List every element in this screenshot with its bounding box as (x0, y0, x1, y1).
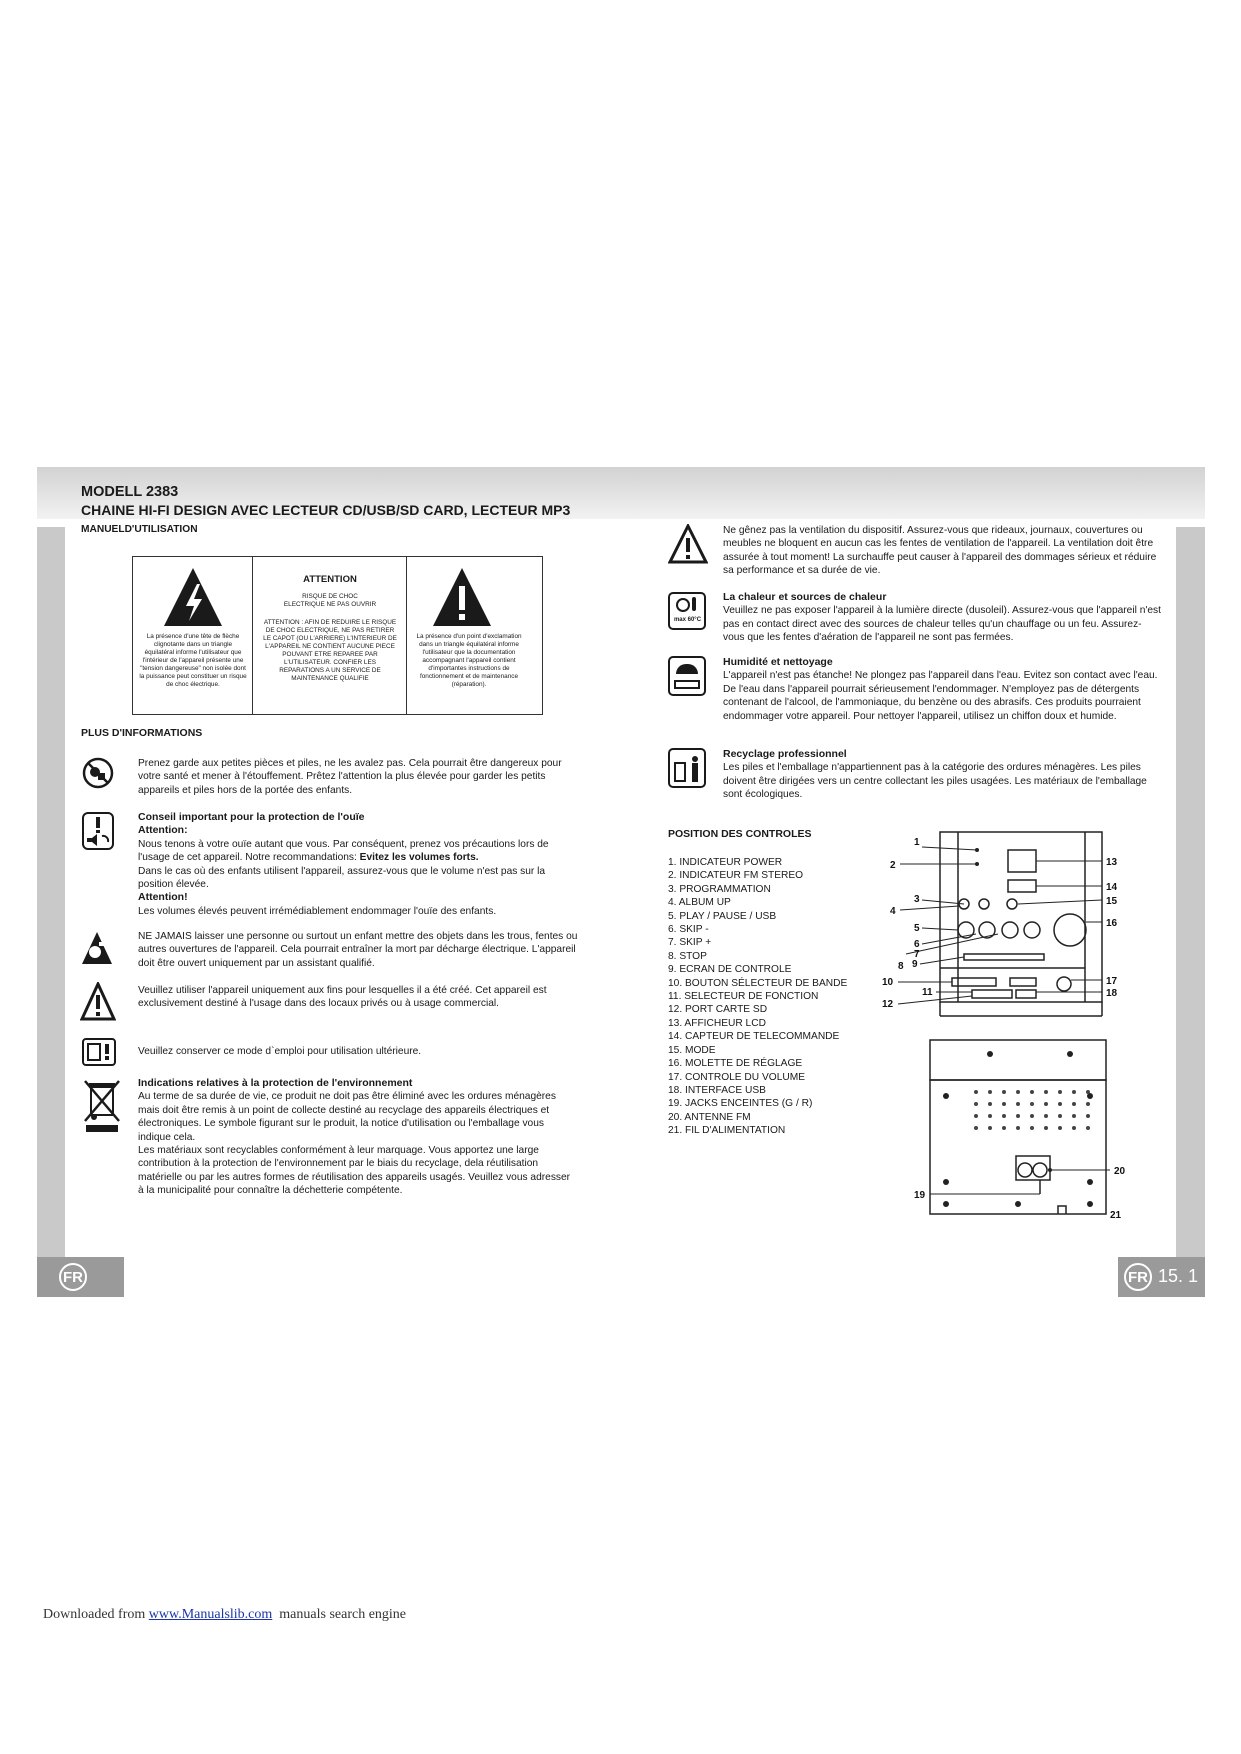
control-item: 5. PLAY / PAUSE / USB (668, 910, 777, 922)
grille-dot (1058, 1126, 1062, 1130)
download-prefix: Downloaded from (43, 1607, 149, 1622)
footer-bar-right (1118, 1257, 1205, 1297)
grille-dot (1086, 1102, 1090, 1106)
hearing-p2: Dans le cas où des enfants utilisent l'appareil, assurez-vous que le volume n'est pas sur la position élevée. (138, 865, 546, 891)
grille-dot (1016, 1114, 1020, 1118)
download-suffix: manuals search engine (272, 1607, 407, 1622)
risk-text: RISQUE DE CHOC ELECTRIQUE NE PAS OUVRIR (283, 593, 377, 608)
hearing-attention: Attention: (138, 824, 188, 837)
bin-icon (674, 762, 686, 782)
control-item: 19. JACKS ENCEINTES (G / R) (668, 1098, 813, 1110)
warning-left-cell (133, 557, 253, 714)
recycling-text: Les piles et l'emballage n'appartiennent pas à la catégorie des ordures ménagères. Les piles doivent être dirigées vers un centre collectant les piles usagées. Les matériaux de l'emballage sont écologiques. (723, 762, 1147, 801)
heat-section (723, 591, 1163, 645)
grille-dot (1044, 1102, 1048, 1106)
small-parts-text: Prenez garde aux petites pièces et piles, ne les avalez pas. Cela pourrait être dangereux pour votre santé et mener à l'étouffement. Prêtez l'attention la plus élevée pour garder les petits appareils et piles hors de la portée des enfants. (138, 758, 562, 796)
humidity-heading: Humidité et nettoyage (723, 656, 833, 668)
sun-icon (676, 598, 690, 612)
left-margin-strip (37, 527, 65, 1257)
control-item: 8. STOP (668, 950, 707, 962)
heat-text: Veuillez ne pas exposer l'appareil à la lumière directe (dusoleil). Assurez-vous que l'appareil n'est pas en contact direct avec des sources de chaleur telles qu'un chauffage ou un feu. Assurez-vous que les fentes d'aération de l'appareil ne sont pas fermées. (723, 605, 1161, 644)
caution-icon (80, 982, 116, 1022)
control-item: 12. PORT CARTE SD (668, 1004, 768, 1016)
control-item: 2. INDICATEUR FM STEREO (668, 870, 804, 882)
grille-dot (1072, 1114, 1076, 1118)
download-footer (43, 1607, 406, 1623)
grille-dot (1030, 1102, 1034, 1106)
grille-dot (974, 1090, 978, 1094)
no-objects-icon (80, 930, 114, 966)
grille-dot (1016, 1126, 1020, 1130)
callout-2: 2 (890, 860, 896, 871)
callout-5: 5 (914, 923, 920, 934)
objects-text: NE JAMAIS laisser une personne ou surtout un enfant mettre des objets dans les trous, fentes ou autres ouvertures de l'appareil. Cela pourrait entraîner la mort par décharge électrique. L'appareil doit être ouvert uniquement par un assistant qualifié. (138, 931, 578, 969)
callout-8: 8 (898, 961, 904, 972)
grille-dot (1072, 1126, 1076, 1130)
grille-dot (1072, 1102, 1076, 1106)
thermometer-icon (692, 597, 696, 611)
control-item: 16. MOLETTE DE RÉGLAGE (668, 1058, 803, 1070)
control-item: 9. ECRAN DE CONTROLE (668, 964, 792, 976)
umbrella-icon (676, 664, 698, 674)
ventilation-caution-icon (668, 524, 708, 564)
attention-title: ATTENTION (303, 574, 357, 585)
control-item: 10. BOUTON SÉLECTEUR DE BANDE (668, 977, 848, 989)
heat-heading: La chaleur et sources de chaleur (723, 591, 887, 603)
grille-dot (1058, 1090, 1062, 1094)
grille-dot (988, 1114, 992, 1118)
weee-bin-icon (82, 1077, 122, 1133)
grille-dot (974, 1102, 978, 1106)
callout-19: 19 (914, 1190, 926, 1201)
grille-dot (1002, 1102, 1006, 1106)
manualslib-link[interactable]: www.Manualslib.com (148, 1607, 273, 1622)
control-item: 1. INDICATEUR POWER (668, 857, 783, 868)
callout-14: 14 (1106, 882, 1118, 893)
humidity-text: L'appareil n'est pas étanche! Ne plongez pas l'appareil dans l'eau. Evitez son contact avec l'eau. De l'eau dans l'appareil pourrait sérieusement l'endommager. N'employez pas de détergents contenant de l'alcool, de l'ammoniaque, du benzène ou des abrasifs. Ces produits pourraient endommager votre appareil. Pour nettoyer l'appareil, utilisez un chiffon doux et humide. (723, 670, 1158, 722)
control-item: 13. AFFICHEUR LCD (668, 1017, 766, 1029)
exclamation-icon (431, 566, 493, 628)
grille-dot (1044, 1114, 1048, 1118)
callout-12: 12 (882, 999, 894, 1010)
page-number: 15. 1 (1158, 1266, 1199, 1286)
grille-dot (1086, 1090, 1090, 1094)
environment-heading: Indications relatives à la protection de l'environnement (138, 1077, 413, 1089)
grille-dot (1058, 1102, 1062, 1106)
control-item: 15. MODE (668, 1044, 716, 1056)
humidity-section (723, 656, 1163, 723)
environment-p2: Les matériaux sont recyclables conformément à leur marquage. Vous apportez une large contribution à la protection de l'environnement par le biais du recyclage, dela réutilisation matérielle ou par les autres formes de réutilisation des appareils usagés. Veuillez vous adresser à la municipalité pour connaître la déchetterie compétente. (138, 1145, 571, 1197)
plus-informations-heading: PLUS D'INFORMATIONS (81, 727, 203, 739)
grille-dot (1002, 1114, 1006, 1118)
grille-dot (1002, 1090, 1006, 1094)
callout-3: 3 (914, 894, 920, 905)
manual-subtitle: MANUELD'UTILISATION (81, 524, 198, 535)
fr-badge-left: FR (59, 1263, 87, 1291)
control-item: 20. ANTENNE FM (668, 1111, 751, 1123)
no-small-parts-icon (82, 757, 114, 789)
hearing-heading: Conseil important pour la protection de l'ouïe (138, 811, 365, 823)
grille-dot (1072, 1090, 1076, 1094)
hearing-section (138, 811, 578, 918)
grille-dot (1030, 1114, 1034, 1118)
recycling-section (723, 748, 1163, 802)
fr-badge-right: FR (1124, 1263, 1152, 1291)
callout-11: 11 (922, 987, 933, 998)
callout-13: 13 (1106, 857, 1118, 868)
device-icon (674, 680, 700, 689)
warning-center-cell (253, 557, 407, 714)
control-item: 6. SKIP - (668, 924, 709, 936)
callout-9: 9 (912, 959, 918, 970)
hearing-p1-bold: Evitez les volumes forts. (359, 852, 479, 864)
hearing-p1-text: Nous tenons à votre ouïe autant que vous. Par conséquent, prenez vos précautions lors de l'usage de cet appareil. Notre recommandations: (138, 838, 549, 864)
control-item: 11. SELECTEUR DE FONCTION (668, 991, 819, 1003)
electric-shock-icon (162, 566, 224, 628)
callout-1: 1 (914, 837, 920, 848)
device-diagram (880, 830, 1140, 1240)
callout-10: 10 (882, 977, 894, 988)
control-item: 21. FIL D'ALIMENTATION (668, 1125, 786, 1137)
environment-p1: Au terme de sa durée de vie, ce produit ne doit pas être éliminé avec les ordures ménagères mais doit être remis à un point de collecte destiné au recyclage des appareils électriques et électroniques. Le symbole figurant sur le produit, la notice d'utilisation ou l'emballage vous indique cela. (138, 1091, 556, 1143)
person-body-icon (692, 763, 698, 782)
callout-6: 6 (914, 939, 920, 950)
use-text: Veuillez utiliser l'appareil uniquement aux fins pour lesquelles il a été créé. Cet appareil est exclusivement destiné à l'usage dans des locaux privés ou à usage commercial. (138, 985, 547, 1010)
attention-text: ATTENTION : AFIN DE REDUIRE LE RISQUE DE CHOC ELECTRIQUE, NE PAS RETIRER LE CAPOT (OU L'ARRIERE) L'INTERIEUR DE L'APPAREIL NE CONTIENT AUCUNE PIECE POUVANT ETRE REPAREE PAR L'UTILISATEUR. CONFIER LES REPARATIONS A UN SERVICE DE MAINTENANCE QUALIFIE (263, 619, 397, 682)
environment-section (138, 1077, 578, 1198)
callout-4: 4 (890, 906, 896, 917)
control-item: 14. CAPTEUR DE TELECOMMANDE (668, 1031, 840, 1043)
grille-dot (1086, 1114, 1090, 1118)
grille-dot (1044, 1090, 1048, 1094)
hearing-p1 (138, 838, 578, 865)
humidity-icon (668, 656, 706, 696)
callout-16: 16 (1106, 918, 1118, 929)
recycling-heading: Recyclage professionnel (723, 748, 847, 760)
grille-dot (1058, 1114, 1062, 1118)
controls-heading: POSITION DES CONTROLES (668, 828, 812, 840)
callout-20: 20 (1114, 1166, 1126, 1177)
grille-dot (1030, 1090, 1034, 1094)
warning-box (132, 556, 543, 715)
grille-dot (988, 1102, 992, 1106)
callout-21: 21 (1110, 1210, 1122, 1221)
warning-left-text: La présence d'une tête de flèche clignotante dans un triangle équilatéral informe l'utilisateur que l'intérieur de l'appareil présente une "tension dangereuse" non isolée dont la puissance peut constituer un risque de choc électrique. (139, 633, 247, 688)
ventilation-text: Ne gênez pas la ventilation du dispositif. Assurez-vous que rideaux, journaux, couvertures ou meubles ne bloquent en aucun cas les fentes de ventilation de l'appareil. La ventilation doit être assurée à tout moment! La surchauffe peut causer à l'appareil des dommages sérieux et réduire sa performance et sa durée de vie. (723, 525, 1157, 577)
grille-dot (974, 1114, 978, 1118)
footer-bar-left (37, 1257, 124, 1297)
keep-text: Veuillez conserver ce mode d`emploi pour utilisation ultérieure. (138, 1046, 422, 1057)
keep-manual-icon (82, 1038, 116, 1066)
callout-15: 15 (1106, 896, 1118, 907)
hearing-p3: Les volumes élevés peuvent irrémédiablement endommager l'ouïe des enfants. (138, 905, 497, 917)
warning-right-text: La présence d'un point d'exclamation dans un triangle équilatéral informe l'utilisateur que la documentation accompagnant l'appareil contient d'importantes instructions de fonctionnement et de maintenance (réparation). (416, 633, 522, 688)
right-margin-strip (1176, 527, 1205, 1257)
callout-17: 17 (1106, 976, 1118, 987)
control-item: 18. INTERFACE USB (668, 1084, 766, 1096)
controls-list (668, 856, 847, 1138)
grille-dot (1030, 1126, 1034, 1130)
hearing-attention2: Attention! (138, 891, 188, 904)
grille-dot (1044, 1126, 1048, 1130)
control-item: 3. PROGRAMMATION (668, 883, 771, 895)
product-title: CHAINE HI-FI DESIGN AVEC LECTEUR CD/USB/SD CARD, LECTEUR MP3 (81, 502, 571, 518)
callout-7: 7 (914, 949, 920, 960)
control-item: 17. CONTROLE DU VOLUME (668, 1071, 805, 1083)
grille-dot (988, 1126, 992, 1130)
grille-dot (1002, 1126, 1006, 1130)
recycling-icon (668, 748, 706, 788)
grille-dot (988, 1090, 992, 1094)
hearing-warning-icon (82, 812, 114, 850)
heat-icon-label: max 60°C (673, 617, 702, 623)
grille-dot (1016, 1090, 1020, 1094)
control-item: 7. SKIP + (668, 937, 712, 949)
warning-right-cell (407, 557, 542, 714)
heat-icon (668, 592, 706, 630)
callout-18: 18 (1106, 988, 1118, 999)
model-title: MODELL 2383 (81, 484, 179, 500)
person-icon (692, 756, 698, 762)
grille-dot (1016, 1102, 1020, 1106)
grille-dot (1086, 1126, 1090, 1130)
control-item: 4. ALBUM UP (668, 897, 731, 909)
grille-dot (974, 1126, 978, 1130)
